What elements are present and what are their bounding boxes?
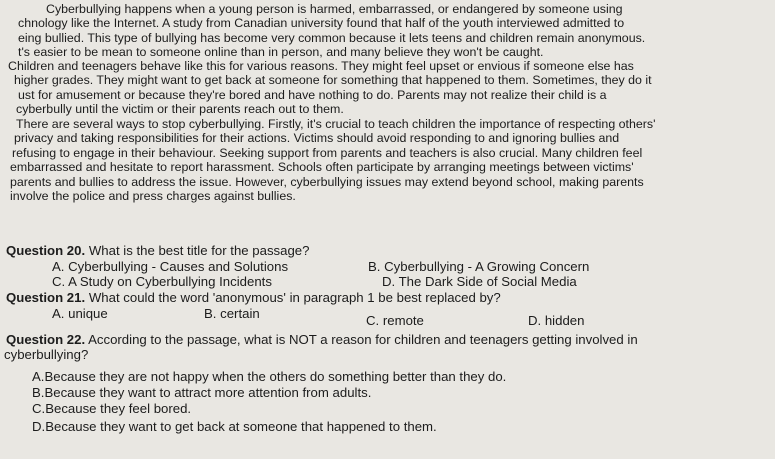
q20-option-a[interactable]: A. Cyberbullying - Causes and Solutions [52,259,289,274]
passage-line: privacy and taking responsibilities for their actions. Victims should avoid responding to and ignoring bullies and [14,131,620,145]
q20-option-b[interactable]: B. Cyberbullying - A Growing Concern [368,259,590,274]
question-22-text-cont: cyberbullying? [4,347,89,362]
q22-option-a[interactable]: A.Because they are not happy when the others do something better than they do. [32,369,507,384]
question-22-text: According to the passage, what is NOT a reason for children and teenagers getting involved in [88,332,638,347]
q20-option-d[interactable]: D. The Dark Side of Social Media [382,274,577,289]
passage-line: refusing to engage in their behaviour. Seeking support from parents and teachers is also crucial. Many children feel [12,146,643,160]
passage-line: cyberbully until the victim or their parents reach out to them. [16,102,344,116]
q21-option-b[interactable]: B. certain [204,306,260,321]
passage-line: t's easier to be mean to someone online than in person, and many believe they won't be caught. [18,45,544,59]
passage-line: Children and teenagers behave like this for various reasons. They might feel upset or envious if someone else has [8,59,634,73]
question-20-text: What is the best title for the passage? [88,243,310,258]
q20-option-c[interactable]: C. A Study on Cyberbullying Incidents [52,274,272,289]
q22-option-b[interactable]: B.Because they want to attract more attention from adults. [32,385,372,400]
passage-line: higher grades. They might want to get back at someone for something that happened to them. Sometimes, they do it [14,73,652,87]
q21-option-c[interactable]: C. remote [366,313,424,328]
passage-line: There are several ways to stop cyberbullying. Firstly, it's crucial to teach children the importance of respecting others' [16,117,656,131]
passage-line: embarrassed and hesitate to report harassment. Schools often participate by arranging meetings between victims' [10,160,634,174]
passage-line: involve the police and press charges against bullies. [10,189,296,203]
passage-line: ust for amusement or because they're bored and have nothing to do. Parents may not realize their child is a [18,88,607,102]
passage-line: eing bullied. This type of bullying has become very common because it lets teens and children remain anonymous. [18,31,646,45]
passage-line: Cyberbullying happens when a young person is harmed, embarrassed, or endangered by someone using [46,2,623,16]
q22-option-c[interactable]: C.Because they feel bored. [32,401,192,416]
passage-line: chnology like the Internet. A study from Canadian university found that half of the youth interviewed admitted to [18,16,625,30]
passage-line: parents and bullies to address the issue. However, cyberbullying issues may extend beyond school, making parents [10,175,644,189]
question-20-label: Question 20. [6,243,86,258]
question-22-label: Question 22. [6,332,86,347]
q21-option-d[interactable]: D. hidden [528,313,585,328]
question-21-text: What could the word 'anonymous' in paragraph 1 be best replaced by? [88,290,501,305]
question-21-label: Question 21. [6,290,86,305]
q22-option-d[interactable]: D.Because they want to get back at someone that happened to them. [32,419,437,434]
q21-option-a[interactable]: A. unique [52,306,108,321]
